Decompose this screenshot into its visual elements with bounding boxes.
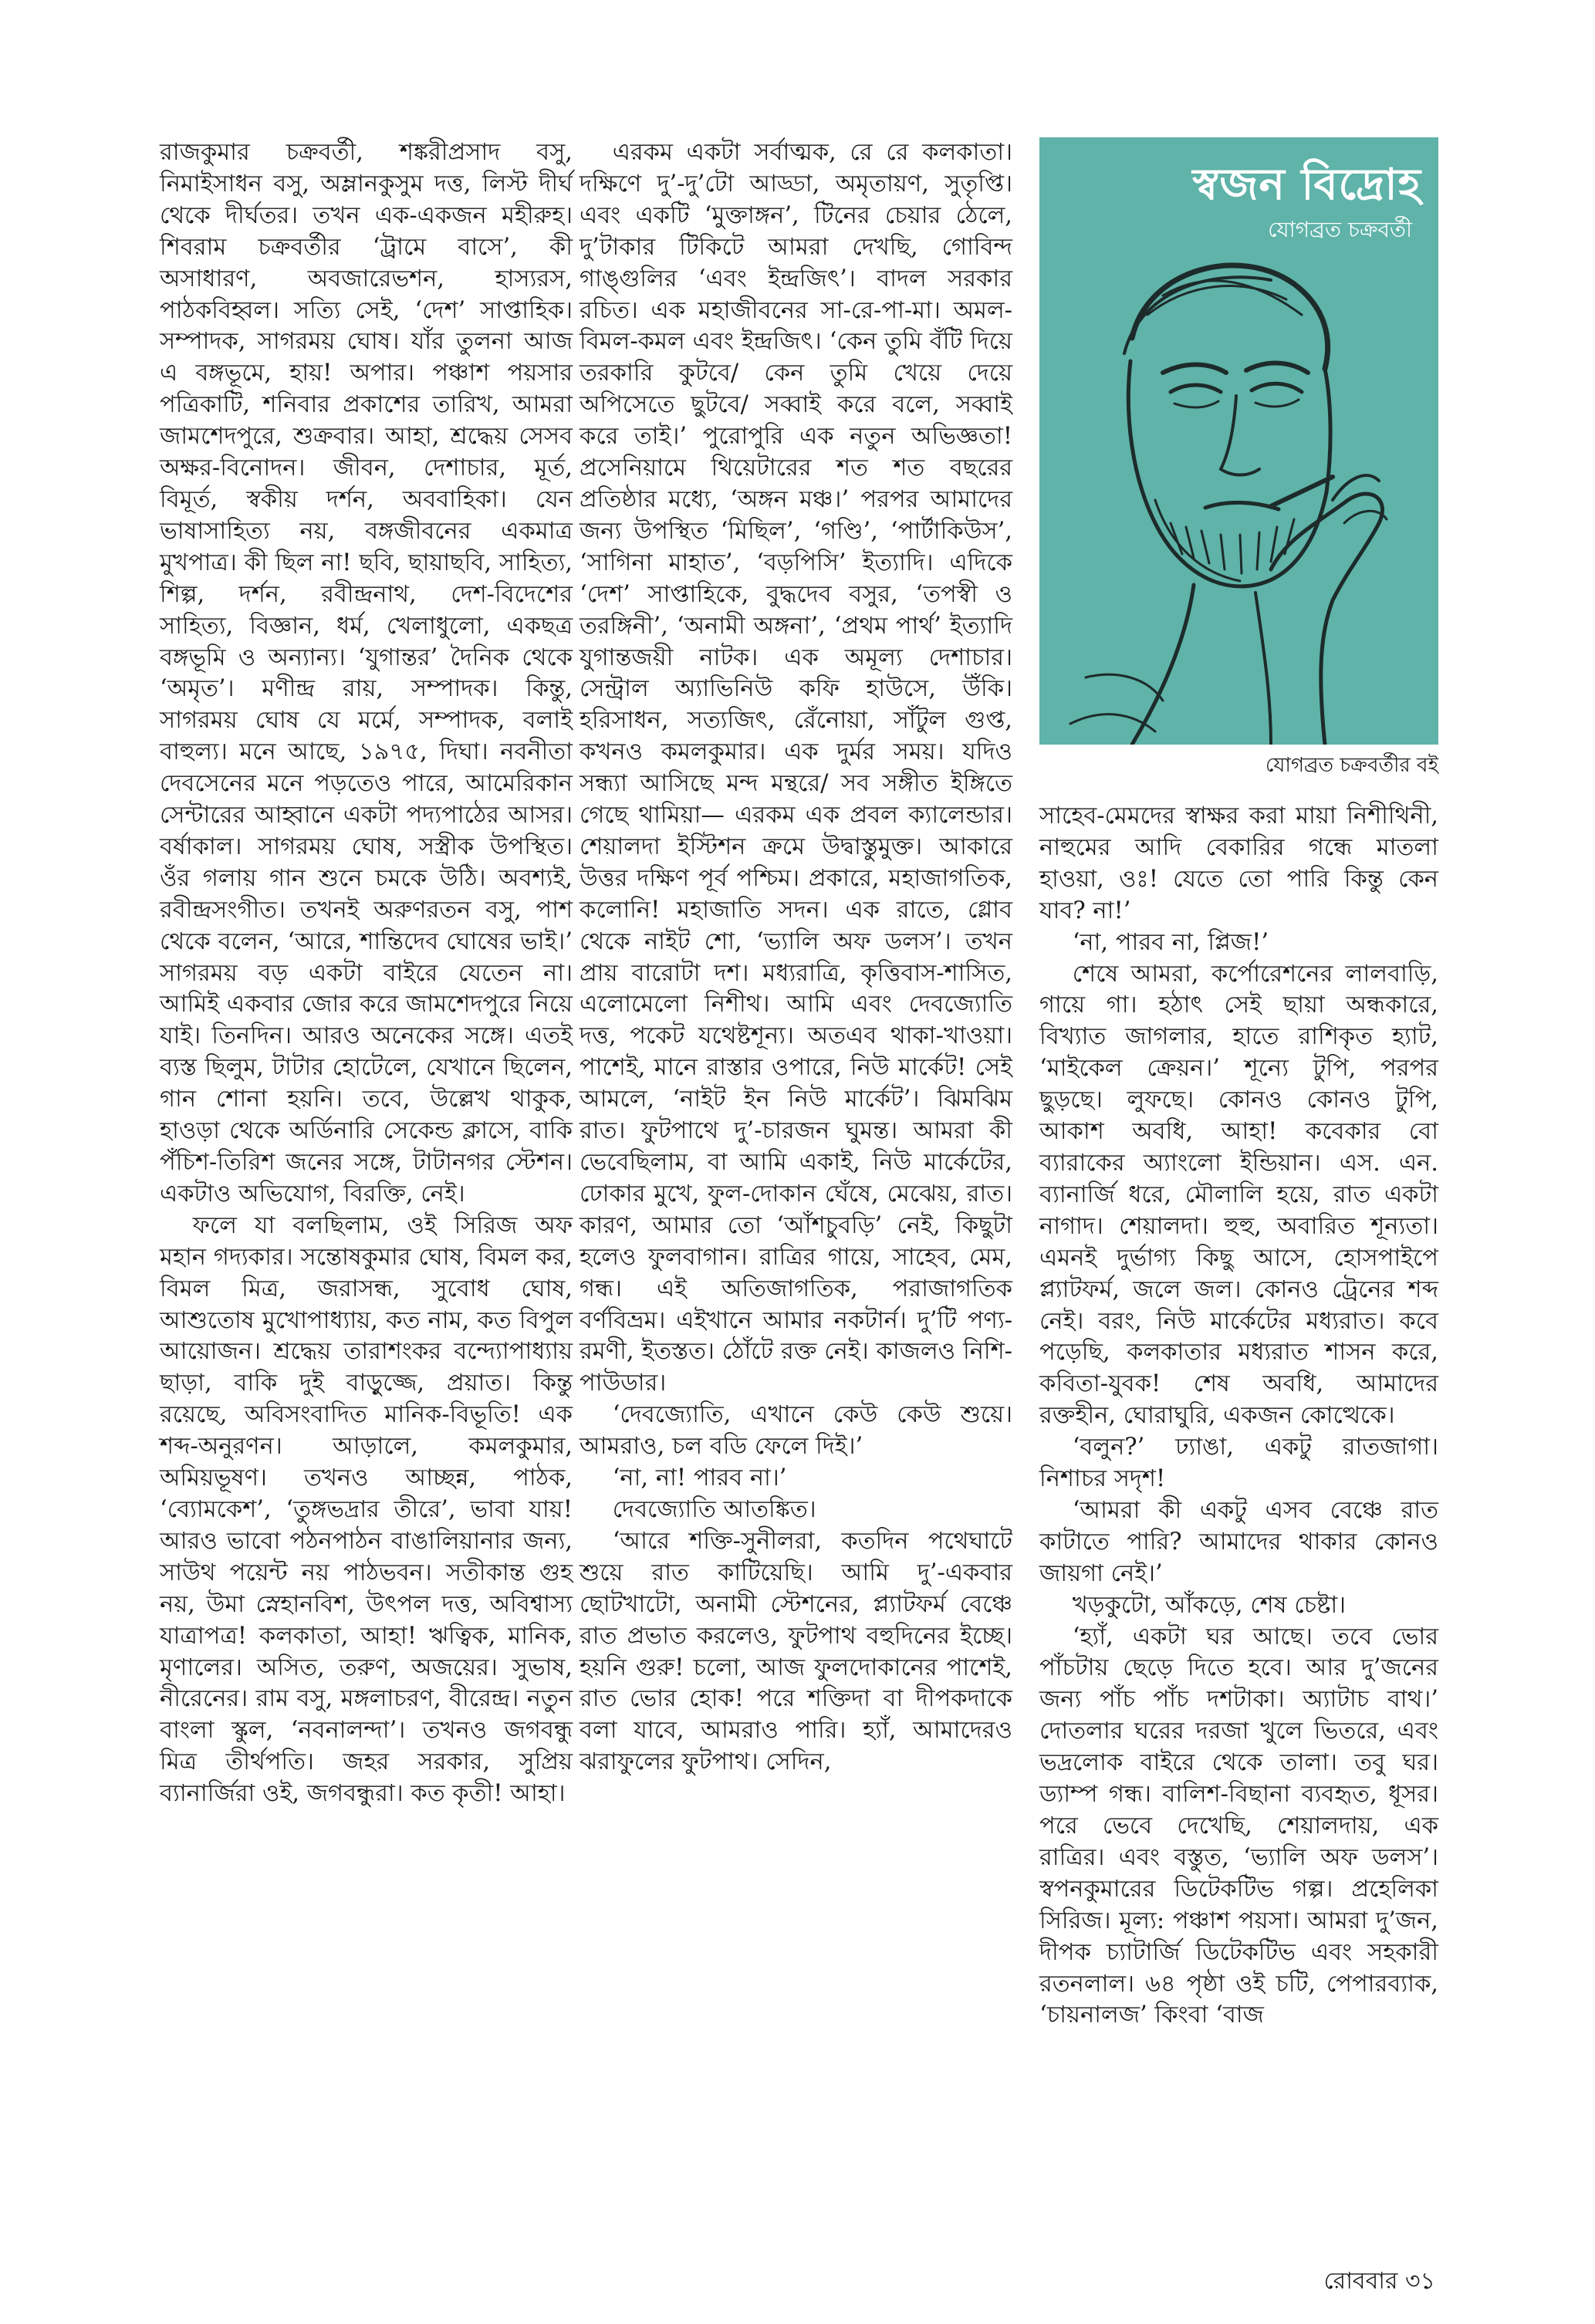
paragraph: শেষে আমরা, কর্পোরেশনের লালবাড়ি, গায়ে গা। হঠাৎ সেই ছায়া অন্ধকারে, বিখ্যাত জাগলার, হাতে রাশিকৃত হ্যাট, ‘মাইকেল ক্রেয়ন।’ শূন্যে টুপি, পরপর ছুড়ছে। লুফছে। কোনও কোনও টুপি, আকাশ অবধি, আহা! কবেকার বো ব্যারাকের অ্যাংলো ইন্ডিয়ান। এস. এন. ব্যানার্জি ধরে, মৌলালি হয়ে, রাত একটা নাগাদ। শেয়ালদা। হুহু, অবারিত শূন্যতা। এমনই দুর্ভাগ্য কিছু আসে, হোসপাইপে প্ল্যাটফর্ম, জলে জল। কোনও ট্রেনের শব্দ নেই। বরং, নিউ মার্কেটের মধ্যরাত। কবে পড়েছি, কলকাতার মধ্যরাত শাসন করে, কবিতা-যুবক! শেষ অবধি, আমাদের রক্তহীন, ঘোরাঘুরি, একজন কোত্থেকে। — [1039, 960, 1438, 1430]
paragraph: ফলে যা বলছিলাম, ওই সিরিজ অফ মহান গদ্যকার। সন্তোষকুমার ঘোষ, বিমল কর, বিমল মিত্র, জরাসন্ধ, সুবোধ ঘোষ, আশুতোষ মুখোপাধ্যায়, কত নাম, কত বিপুল আয়োজন। শ্রদ্ধেয় তারাশংকর বন্দ্যোপাধ্যায় ছাড়া, বাকি দুই বাড়ুজ্জে, প্রয়াত। কিন্তু রয়েছে, অবিসংবাদিত মানিক-বিভূতি! এক শব্দ-অনুরণন। আড়ালে, কমলকুমার, অমিয়ভূষণ। তখনও আচ্ছন্ন, পাঠক, ‘ব্যোমকেশ’, ‘তুঙ্গভদ্রার তীরে’, ভাবা যায়! আরও ভাবো পঠনপাঠন বাঙালিয়ানার জন্য, সাউথ পয়েন্ট নয় পাঠভবন। সতীকান্ত গুহ নয়, উমা স্নেহানবিশ, উৎপল দত্ত, অবিশ্বাস্য যাত্রাপত্র! কলকাতা, আহা! ঋত্বিক, মানিক, মৃণালের। অসিত, তরুণ, অজয়ের। সুভাষ, নীরেনের। রাম বসু, মঙ্গলাচরণ, বীরেন্দ্র। নতুন বাংলা স্কুল, ‘নবনালন্দা’। তখনও জগবন্ধু মিত্র তীর্থপতি। জহর সরকার, সুপ্রিয় ব্যানার্জিরা ওই, জগবন্ধুরা। কত কৃতী! আহা। — [160, 1211, 573, 1808]
paragraph: ‘আমরা কী একটু এসব বেঞ্চে রাত কাটাতে পারি? আমাদের থাকার কোনও জায়গা নেই।’ — [1039, 1496, 1438, 1587]
paragraph: ‘বলুন?’ ঢ্যাঙা, একটু রাতজাগা। নিশাচর সদৃশ! — [1039, 1434, 1438, 1493]
article-column-3 — [1039, 801, 1438, 2032]
paragraph: দেবজ্যোতি আতঙ্কিত। — [612, 1495, 816, 1523]
paragraph: ‘হ্যাঁ, একটা ঘর আছে। তবে ভোর পাঁচটায় ছেড়ে দিতে হবে। আর দু’জনের জন্য পাঁচ পাঁচ দশটাকা। অ্যাটাচ বাথ।’ দোতলার ঘরের দরজা খুলে ভিতরে, এবং ভদ্রলোক বাইরে থেকে তালা। তবু ঘর। ড্যাম্প গন্ধ। বালিশ-বিছানা ব্যবহৃত, ধূসর। পরে ভেবে দেখেছি, শেয়ালদায়, এক রাত্রির। এবং বস্তুত, ‘ভ্যালি অফ ডলস’। স্বপনকুমারের ডিটেকটিভ গল্প। প্রহেলিকা সিরিজ। মূল্য: পঞ্চাশ পয়সা। আমরা দু’জন, দীপক চ্যাটার্জি ডিটেকটিভ এবং সহকারী রতনলাল। ৬৪ পৃষ্ঠা ওই চটি, পেপারব্যাক, ‘চায়নালজ’ কিংবা ‘বাজ — [1039, 1623, 1438, 2029]
paragraph: এরকম একটা সর্বাত্মক, রে রে কলকাতা। দক্ষিণে দু’-দু’টো আড্ডা, অমৃতায়ণ, সুতৃপ্তি। এবং একটি ‘মুক্তাঙ্গন’, টিনের চেয়ার ঠেলে, দু’টাকার টিকিটে আমরা দেখছি, গোবিন্দ গাঙ্গুলির ‘এবং ইন্দ্রজিৎ’। বাদল সরকার রচিত। এক মহাজীবনের সা-রে-পা-মা। অমল-বিমল-কমল এবং ইন্দ্রজিৎ। ‘কেন তুমি বঁটি দিয়ে তরকারি কুটবে/ কেন তুমি খেয়ে দেয়ে অপিসেতে ছুটবে/ সব্বাই করে বলে, সব্বাই করে তাই।’ পুরোপুরি এক নতুন অভিজ্ঞতা! প্রসেনিয়ামে থিয়েটারের শত শত বছরের প্রতিষ্ঠার মধ্যে, ‘অঙ্গন মঞ্চ।’ পরপর আমাদের জন্য উপস্থিত ‘মিছিল’, ‘গণ্ডি’, ‘পার্টাকিউস’, ‘সাগিনা মাহাত’, ‘বড়পিসি’ ইত্যাদি। এদিকে ‘দেশ’ সাপ্তাহিকে, বুদ্ধদেব বসুর, ‘তপস্বী ও তরঙ্গিনী’, ‘অনামী অঙ্গনা’, ‘প্রথম পার্থ’ ইত্যাদি যুগান্তজয়ী নাটক। এক অমূল্য দেশাচার। সেন্ট্রাল অ্যাভিনিউ কফি হাউসে, উঁকি। হরিসাধন, সত্যজিৎ, রেঁনোয়া, সাঁটুল গুপ্ত, কখনও কমলকুমার। এক দুর্মর সময়। যদিও সন্ধ্যা আসিছে মন্দ মন্থরে/ সব সঙ্গীত ইঙ্গিতে গেছে থামিয়া— এরকম এক প্রবল ক্যালেন্ডার। শেয়ালদা ইস্টিশন ক্রমে উদ্বাস্তুমুক্ত। আকারে উত্তর দক্ষিণ পূর্ব পশ্চিম। প্রকারে, মহাজাগতিক, কলোনি! মহাজাতি সদন। এক রাতে, গ্লোব থেকে নাইট শো, ‘ভ্যালি অফ ডলস’। তখন প্রায় বারোটা দশ। মধ্যরাত্রি, কৃত্তিবাস-শাসিত, এলোমেলো নিশীথ। আমি এবং দেবজ্যোতি দত্ত, পকেট যথেষ্টশূন্য। অতএব থাকা-খাওয়া। পাশেই, মানে রাস্তার ওপারে, নিউ মার্কেট! সেই আমলে, ‘নাইট ইন নিউ মার্কেট’। ঝিমঝিম রাত। ফুটপাথে দু’-চারজন ঘুমন্ত। আমরা কী ভেবেছিলাম, বা আমি একাই, নিউ মার্কেটের, ঢোকার মুখে, ফুল-দোকান ঘেঁষে, মেঝেয়, রাত। কারণ, আমার তো ‘আঁশচুবড়ি’ নেই, কিছুটা হলেও ফুলবাগান। রাত্রির গায়ে, সাহেব, মেম, গন্ধ। এই অতিজাগতিক, পরাজাগতিক বর্ণবিভ্রম। এইখানে আমার নকটার্ন। দু’টি পণ্য-রমণী, ইতস্তত। ঠোঁটে রক্ত নেই। কাজলও নিশি-পাউডার। — [580, 139, 1012, 1397]
paragraph: ‘না, পারব না, প্লিজ!’ — [1072, 928, 1269, 956]
book-cover-image — [1039, 137, 1438, 745]
paragraph: ‘না, না! পারব না।’ — [612, 1464, 787, 1492]
cover-title: স্বজন বিদ্রোহ — [1192, 160, 1421, 210]
paragraph: ‘আরে শক্তি-সুনীলরা, কতদিন পথেঘাটে শুয়ে রাত কাটিয়েছি। আমি দু’-একবার ছোটখাটো, অনামী স্টেশনের, প্ল্যাটফর্ম বেঞ্চে রাত প্রভাত করলেও, ফুটপাথ বহুদিনের ইচ্ছে। হয়নি গুরু! চলো, আজ ফুলদোকানের পাশেই, রাত ভোর হোক! পরে শক্তিদা বা দীপকদাকে বলা যাবে, আমরাও পারি। হ্যাঁ, আমাদেরও ঝরাফুলের ফুটপাথ। সেদিন, — [580, 1527, 1012, 1776]
article-column-1 — [160, 137, 573, 1810]
page-footer: রোববার ৩১ — [1323, 2268, 1435, 2295]
article-column-2 — [580, 137, 1012, 1778]
image-caption: যোগব্রত চক্রবর্তীর বই — [1265, 754, 1438, 777]
cover-author: যোগব্রত চক্রবর্তী — [1268, 217, 1412, 242]
paragraph: সাহেব-মেমদের স্বাক্ষর করা মায়া নিশীথিনী, নাহুমের আদি বেকারির গন্ধে মাতলা হাওয়া, ওঃ! যেতে তো পারি কিন্তু কেন যাব? না!’ — [1039, 802, 1438, 924]
paragraph: ‘দেবজ্যোতি, এখানে কেউ কেউ শুয়ে। আমরাও, চল বডি ফেলে দিই।’ — [580, 1401, 1012, 1461]
paragraph: খড়কুটো, আঁকড়ে, শেষ চেষ্টা। — [1072, 1591, 1347, 1619]
paragraph: রাজকুমার চক্রবর্তী, শঙ্করীপ্রসাদ বসু, নিমাইসাধন বসু, অম্লানকুসুম দত্ত, লিস্ট দীর্ঘ থেকে দীর্ঘতর। তখন এক-একজন মহীরুহ। শিবরাম চক্রবর্তীর ‘ট্রামে বাসে’, কী অসাধারণ, অবজারেভশন, হাস্যরস, পাঠকবিহ্বল। সত্যি সেই, ‘দেশ’ সাপ্তাহিক। সম্পাদক, সাগরময় ঘোষ। যাঁর তুলনা আজ এ বঙ্গভূমে, হায়! অপার। পঞ্চাশ পয়সার পত্রিকাটি, শনিবার প্রকাশের তারিখ, আমরা জামশেদপুরে, শুক্রবার। আহা, শ্রদ্ধেয় সেসব অক্ষর-বিনোদন। জীবন, দেশাচার, মূর্ত, বিমূর্ত, স্বকীয় দর্শন, অববাহিকা। যেন ভাষাসাহিত্য নয়, বঙ্গজীবনের একমাত্র মুখপাত্র। কী ছিল না! ছবি, ছায়াছবি, সাহিত্য, শিল্প, দর্শন, রবীন্দ্রনাথ, দেশ-বিদেশের সাহিত্য, বিজ্ঞান, ধর্ম, খেলাধুলো, একছত্র বঙ্গভূমি ও অন্যান্য। ‘যুগান্তর’ দৈনিক থেকে ‘অমৃত’। মণীন্দ্র রায়, সম্পাদক। কিন্তু, সাগরময় ঘোষ যে মর্মে, সম্পাদক, বলাই বাহুল্য। মনে আছে, ১৯৭৫, দিঘা। নবনীতা দেবসেনের মনে পড়তেও পারে, আমেরিকান সেন্টারের আহ্বানে একটা পদ্যপাঠের আসর। বর্ষাকাল। সাগরময় ঘোষ, সস্ত্রীক উপস্থিত। ওঁর গলায় গান শুনে চমকে উঠি। অবশ্যই, রবীন্দ্রসংগীত। তখনই অরুণরতন বসু, পাশ থেকে বলেন, ‘আরে, শান্তিদেব ঘোষের ভাই।’ সাগরময় বড় একটা বাইরে যেতেন না। আমিই একবার জোর করে জামশেদপুরে নিয়ে যাই। তিনদিন। আরও অনেকের সঙ্গে। এতই ব্যস্ত ছিলুম, টাটার হোটেলে, যেখানে ছিলেন, গান শোনা হয়নি। তবে, উল্লেখ থাকুক, হাওড়া থেকে অর্ডিনারি সেকেন্ড ক্লাসে, বাকি পঁচিশ-তিরিশ জনের সঙ্গে, টাটানগর স্টেশন। একটাও অভিযোগ, বিরক্তি, নেই। — [160, 139, 573, 1208]
